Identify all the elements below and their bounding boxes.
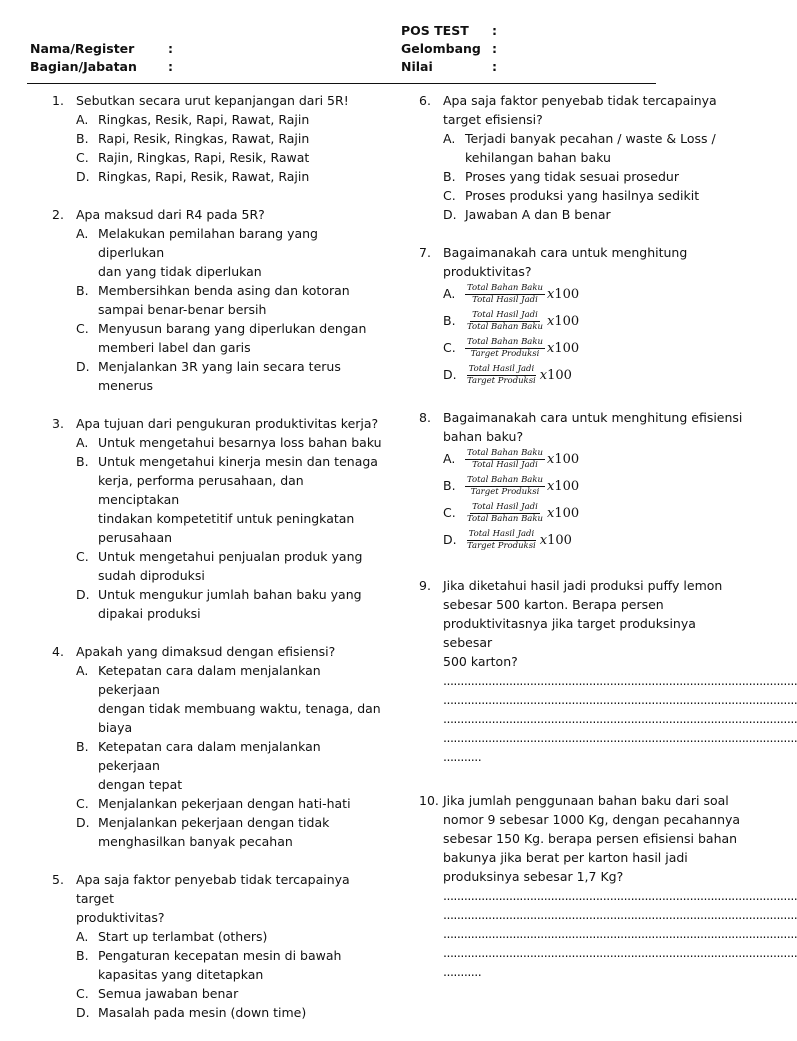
question-text: Bagaimanakah cara untuk menghitung efisiensi	[443, 410, 743, 425]
option-line	[52, 775, 382, 794]
pos-test-label: POS TEST	[401, 23, 469, 38]
answer-line[interactable]: ...........	[443, 749, 482, 764]
option-d	[419, 527, 744, 554]
question-text: produksinya sebesar 1,7 Kg?	[443, 869, 624, 884]
option-line	[52, 376, 382, 395]
question-text: produktivitas?	[443, 264, 532, 279]
option-d	[419, 205, 744, 224]
option-letter: D.	[76, 359, 90, 374]
fraction-denominator: Target Produksi	[467, 376, 536, 386]
question-5	[52, 870, 382, 1022]
option-letter: C.	[443, 505, 456, 520]
formula-fraction	[465, 475, 545, 498]
question-10	[419, 791, 797, 981]
right-column	[419, 91, 797, 1000]
fraction-denominator: Target Produksi	[470, 487, 540, 497]
option-text: Untuk mengukur jumlah bahan baku yang	[98, 587, 362, 602]
question-text: sebesar 500 karton. Berapa persen	[443, 597, 664, 612]
option-text: Start up terlambat (others)	[98, 929, 268, 944]
bagian-jabatan-label: Bagian/Jabatan	[30, 59, 137, 74]
multiplier-value: 100	[554, 452, 580, 467]
option-letter: D.	[76, 815, 90, 830]
option-text: menghasilkan banyak pecahan	[98, 834, 293, 849]
option-b	[419, 167, 744, 186]
option-line	[52, 471, 382, 509]
question-text: target efisiensi?	[443, 112, 543, 127]
option-d	[419, 362, 744, 389]
question-text-line	[52, 642, 382, 661]
question-3	[52, 414, 382, 623]
option-letter: A.	[76, 663, 89, 678]
question-text: nomor 9 sebesar 1000 Kg, dengan pecahannya	[443, 812, 741, 827]
fraction-denominator: Target Produksi	[470, 349, 540, 359]
question-text: 500 karton?	[443, 654, 518, 669]
option-text: Menyusun barang yang diperlukan dengan	[98, 321, 367, 336]
fraction-numerator: Total Hasil Jadi	[472, 502, 538, 512]
nilai-label: Nilai	[401, 59, 433, 74]
question-text: Apa saja faktor penyebab tidak tercapainya target	[76, 872, 350, 906]
option-text: tindakan kompetetitif untuk peningkatan	[98, 511, 355, 526]
question-text: Jika diketahui hasil jadi produksi puffy lemon	[443, 578, 723, 593]
option-text: Untuk mengetahui besarnya loss bahan baku	[98, 435, 382, 450]
option-letter: B.	[76, 283, 89, 298]
fraction-numerator: Total Bahan Baku	[467, 448, 544, 458]
option-text: biaya	[98, 720, 133, 735]
option-text: Untuk mengetahui kinerja mesin dan tenaga	[98, 454, 378, 469]
option-line	[52, 718, 382, 737]
left-column	[52, 91, 382, 1041]
name-register-label: Nama/Register	[30, 41, 135, 56]
option-letter: D.	[76, 169, 90, 184]
option-text: Membersihkan benda asing dan kotoran	[98, 283, 350, 298]
question-number: 3.	[52, 416, 64, 431]
option-letter: D.	[443, 367, 457, 382]
formula-fraction	[465, 364, 538, 387]
option-letter: B.	[76, 131, 89, 146]
option-d	[52, 813, 382, 832]
option-text: Rapi, Resik, Ringkas, Rawat, Rajin	[98, 131, 310, 146]
question-text: produktivitasnya jika target produksinya sebesar	[443, 616, 696, 650]
option-b	[419, 473, 744, 500]
option-letter: C.	[76, 796, 89, 811]
option-letter: A.	[76, 929, 89, 944]
fraction-numerator: Total Hasil Jadi	[468, 529, 535, 539]
option-text: dengan tidak membuang waktu, tenaga, dan	[98, 701, 381, 716]
option-letter: A.	[76, 226, 89, 241]
fraction-denominator: Target Produksi	[467, 541, 536, 551]
option-b	[52, 452, 382, 471]
multiply-symbol: x	[547, 452, 555, 467]
question-text-line	[419, 595, 744, 614]
option-letter: D.	[76, 587, 90, 602]
question-text-line	[419, 829, 744, 848]
fraction-numerator: Total Bahan Baku	[467, 337, 544, 347]
question-text: Apa tujuan dari pengukuran produktivitas kerja?	[76, 416, 379, 431]
question-number: 8.	[419, 410, 431, 425]
option-letter: A.	[76, 435, 89, 450]
option-d	[52, 1003, 382, 1022]
option-line	[52, 338, 382, 357]
option-line	[52, 262, 382, 281]
option-text: Ketepatan cara dalam menjalankan pekerjaan	[98, 663, 321, 697]
option-a	[52, 110, 382, 129]
option-a	[419, 446, 744, 473]
option-letter: C.	[443, 188, 456, 203]
option-letter: D.	[76, 1005, 90, 1020]
option-text: Ketepatan cara dalam menjalankan pekerjaan	[98, 739, 321, 773]
option-c	[52, 148, 382, 167]
question-text: bakunya jika berat per karton hasil jadi	[443, 850, 688, 865]
option-text: Menjalankan 3R yang lain secara terus	[98, 359, 341, 374]
option-d	[52, 357, 382, 376]
formula-fraction	[465, 529, 538, 552]
answer-line[interactable]: ......................................................................................................	[443, 673, 797, 688]
question-text-line	[419, 614, 744, 652]
option-text: Untuk mengetahui penjualan produk yang	[98, 549, 363, 564]
question-2	[52, 205, 382, 395]
option-text: memberi label dan garis	[98, 340, 251, 355]
answer-line[interactable]: ......................................................................................................	[443, 926, 797, 941]
question-text-line	[419, 576, 744, 595]
option-a	[419, 129, 744, 148]
option-text: dipakai produksi	[98, 606, 201, 621]
question-1	[52, 91, 382, 186]
option-text: Proses produksi yang hasilnya sedikit	[465, 188, 700, 203]
question-text-line	[52, 414, 382, 433]
question-text: Apa saja faktor penyebab tidak tercapainya	[443, 93, 717, 108]
question-text-line	[419, 652, 744, 671]
option-letter: C.	[76, 986, 89, 1001]
option-b	[419, 308, 744, 335]
multiply-symbol: x	[547, 287, 555, 302]
option-line	[52, 566, 382, 585]
option-text: Melakukan pemilahan barang yang diperlukan	[98, 226, 318, 260]
question-text-line	[419, 867, 744, 886]
option-d	[52, 167, 382, 186]
multiply-symbol: x	[547, 506, 555, 521]
option-b	[52, 129, 382, 148]
option-text: kapasitas yang ditetapkan	[98, 967, 264, 982]
option-line	[52, 604, 382, 623]
option-letter: A.	[76, 112, 89, 127]
question-text-line	[419, 427, 744, 446]
option-a	[52, 224, 382, 262]
option-text: Ringkas, Resik, Rapi, Rawat, Rajin	[98, 112, 310, 127]
option-text: Terjadi banyak pecahan / waste & Loss /	[465, 131, 716, 146]
question-text-line	[52, 870, 382, 908]
option-text: sudah diproduksi	[98, 568, 205, 583]
option-text: Jawaban A dan B benar	[465, 207, 611, 222]
option-letter: C.	[76, 321, 89, 336]
option-text: kehilangan bahan baku	[465, 150, 611, 165]
answer-line[interactable]: ...........	[443, 964, 482, 979]
formula-fraction	[465, 502, 545, 525]
fraction-denominator: Total Bahan Baku	[467, 514, 544, 524]
option-letter: A.	[443, 131, 456, 146]
answer-line[interactable]: ......................................................................................................	[443, 945, 797, 960]
question-text: Apakah yang dimaksud dengan efisiensi?	[76, 644, 336, 659]
fraction-denominator: Total Hasil Jadi	[472, 460, 538, 470]
option-text: menerus	[98, 378, 154, 393]
nilai-colon: :	[492, 59, 497, 74]
option-letter: D.	[443, 207, 457, 222]
fraction-numerator: Total Bahan Baku	[467, 283, 544, 293]
option-text: perusahaan	[98, 530, 173, 545]
multiply-symbol: x	[539, 368, 548, 383]
multiplier-value: 100	[554, 506, 580, 521]
multiplier-value: 100	[554, 341, 580, 356]
question-number: 5.	[52, 872, 64, 887]
option-text: dengan tepat	[98, 777, 183, 792]
option-c	[52, 794, 382, 813]
bagian-jabatan-colon: :	[168, 59, 173, 74]
multiply-symbol: x	[547, 341, 555, 356]
answer-line[interactable]: ......................................................................................................	[443, 711, 797, 726]
question-9	[419, 576, 797, 766]
option-a	[52, 433, 382, 452]
answer-line[interactable]: ......................................................................................................	[443, 888, 797, 903]
formula-fraction	[465, 310, 545, 333]
question-number: 2.	[52, 207, 64, 222]
fraction-numerator: Total Hasil Jadi	[472, 310, 538, 320]
question-text-line	[52, 205, 382, 224]
question-text: sebesar 150 Kg. berapa persen efisiensi bahan	[443, 831, 738, 846]
option-text: dan yang tidak diperlukan	[98, 264, 262, 279]
option-line	[419, 148, 744, 167]
question-text-line	[419, 262, 744, 281]
question-number: 6.	[419, 93, 431, 108]
formula-fraction	[465, 337, 545, 360]
option-letter: A.	[443, 451, 456, 466]
option-text: Menjalankan pekerjaan dengan hati-hati	[98, 796, 351, 811]
multiply-symbol: x	[547, 479, 555, 494]
option-text: Ringkas, Rapi, Resik, Rawat, Rajin	[98, 169, 310, 184]
option-text: sampai benar-benar bersih	[98, 302, 267, 317]
fraction-numerator: Total Bahan Baku	[467, 475, 544, 485]
option-text: Semua jawaban benar	[98, 986, 239, 1001]
option-b	[52, 281, 382, 300]
answer-line[interactable]: ......................................................................................................	[443, 692, 797, 707]
option-c	[52, 319, 382, 338]
option-line	[52, 832, 382, 851]
option-c	[52, 984, 382, 1003]
option-letter: C.	[443, 340, 456, 355]
option-letter: C.	[76, 150, 89, 165]
multiplier-value: 100	[554, 287, 580, 302]
option-letter: B.	[443, 169, 456, 184]
option-d	[52, 585, 382, 604]
fraction-denominator: Total Bahan Baku	[467, 322, 544, 332]
multiply-symbol: x	[539, 533, 548, 548]
question-text: bahan baku?	[443, 429, 524, 444]
fraction-denominator: Total Hasil Jadi	[472, 295, 538, 305]
question-text-line	[419, 810, 744, 829]
option-c	[419, 500, 744, 527]
pos-test-colon: :	[492, 23, 497, 38]
option-line	[52, 699, 382, 718]
option-c	[419, 335, 744, 362]
option-a	[52, 661, 382, 699]
option-line	[52, 300, 382, 319]
gelombang-colon: :	[492, 41, 497, 56]
question-text-line	[52, 908, 382, 927]
question-text-line	[419, 243, 744, 262]
option-letter: B.	[76, 948, 89, 963]
question-4	[52, 642, 382, 851]
formula-fraction	[465, 448, 545, 471]
multiplier-value: 100	[547, 533, 572, 548]
header-divider	[27, 83, 656, 84]
option-c	[419, 186, 744, 205]
question-text-line	[419, 110, 744, 129]
option-text: Pengaturan kecepatan mesin di bawah	[98, 948, 342, 963]
question-text: Sebutkan secara urut kepanjangan dari 5R!	[76, 93, 349, 108]
option-line	[52, 528, 382, 547]
option-line	[52, 965, 382, 984]
question-7	[419, 243, 744, 389]
option-text: Menjalankan pekerjaan dengan tidak	[98, 815, 330, 830]
question-text-line	[52, 91, 382, 110]
question-text-line	[419, 791, 744, 810]
question-text: Bagaimanakah cara untuk menghitung	[443, 245, 688, 260]
answer-line[interactable]: ......................................................................................................	[443, 907, 797, 922]
question-number: 1.	[52, 93, 64, 108]
question-text-line	[419, 91, 744, 110]
question-6	[419, 91, 744, 224]
option-letter: B.	[443, 313, 456, 328]
name-register-colon: :	[168, 41, 173, 56]
option-letter: A.	[443, 286, 456, 301]
question-8	[419, 408, 744, 554]
question-number: 7.	[419, 245, 431, 260]
question-text-line	[419, 848, 744, 867]
multiplier-value: 100	[554, 314, 580, 329]
multiply-symbol: x	[547, 314, 555, 329]
fraction-numerator: Total Hasil Jadi	[468, 364, 535, 374]
option-text: Rajin, Ringkas, Rapi, Resik, Rawat	[98, 150, 310, 165]
option-text: kerja, performa perusahaan, dan menciptakan	[98, 473, 304, 507]
option-letter: B.	[76, 739, 89, 754]
option-letter: C.	[76, 549, 89, 564]
option-a	[419, 281, 744, 308]
question-number: 10.	[419, 793, 439, 808]
multiplier-value: 100	[547, 368, 572, 383]
question-text: Jika jumlah penggunaan bahan baku dari soal	[443, 793, 729, 808]
question-text: Apa maksud dari R4 pada 5R?	[76, 207, 265, 222]
multiplier-value: 100	[554, 479, 580, 494]
option-letter: D.	[443, 532, 457, 547]
question-text-line	[419, 408, 744, 427]
question-text: produktivitas?	[76, 910, 165, 925]
formula-fraction	[465, 283, 545, 306]
gelombang-label: Gelombang	[401, 41, 481, 56]
option-text: Proses yang tidak sesuai prosedur	[465, 169, 679, 184]
option-letter: B.	[76, 454, 89, 469]
option-c	[52, 547, 382, 566]
answer-line[interactable]: ......................................................................................................	[443, 730, 797, 745]
option-a	[52, 927, 382, 946]
question-number: 9.	[419, 578, 431, 593]
option-letter: B.	[443, 478, 456, 493]
option-text: Masalah pada mesin (down time)	[98, 1005, 307, 1020]
option-b	[52, 946, 382, 965]
option-line	[52, 509, 382, 528]
question-number: 4.	[52, 644, 64, 659]
option-b	[52, 737, 382, 775]
